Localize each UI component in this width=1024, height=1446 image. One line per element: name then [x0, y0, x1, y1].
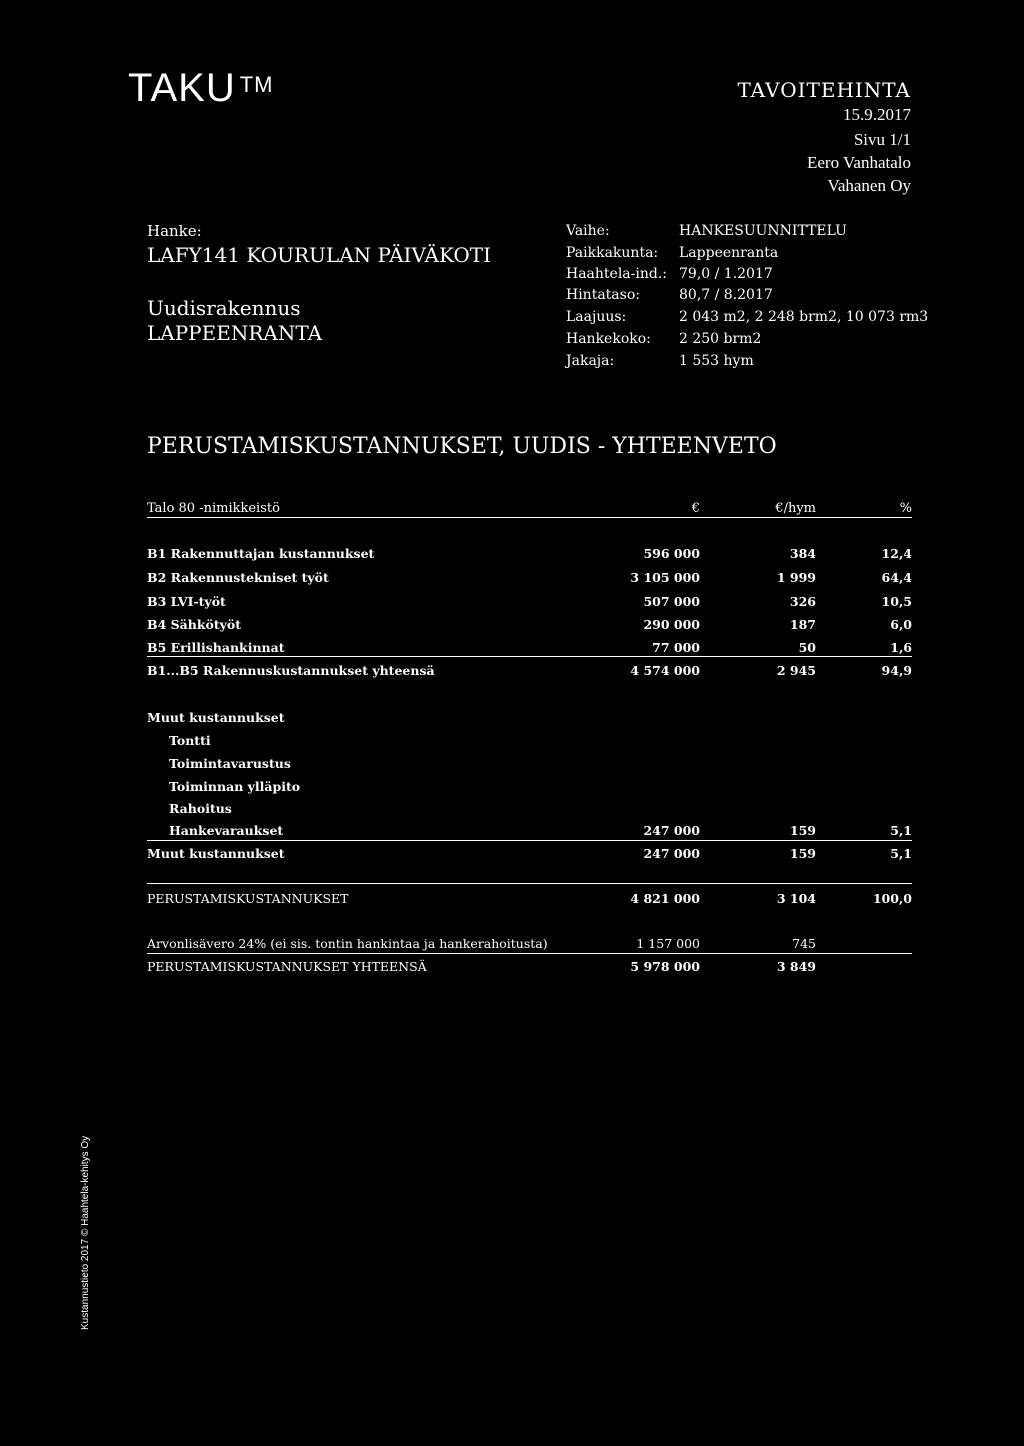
- project-name: LAFY141 KOURULAN PÄIVÄKOTI: [147, 243, 492, 267]
- other-total-row: [147, 846, 912, 864]
- header-rule: [147, 517, 912, 518]
- row-eur: 4 821 000: [630, 891, 700, 906]
- row-eur: 247 000: [643, 823, 700, 838]
- detail-value-extent: 2 043 m2, 2 248 brm2, 10 073 rm3: [679, 309, 929, 325]
- row-hym: 745: [792, 936, 816, 951]
- other-item: [169, 756, 912, 774]
- subtotal-rule: [147, 656, 912, 657]
- detail-key-project-size: Hankekoko:: [566, 331, 651, 347]
- vertical-footer: Kustannustieto 2017 © Haahtela-kehitys Oy: [80, 1135, 91, 1330]
- detail-key-price-level: Hintataso:: [566, 287, 640, 303]
- author-name: Eero Vanhatalo: [806, 153, 911, 172]
- row-label: B1 Rakennuttajan kustannukset: [147, 546, 375, 561]
- other-rule: [147, 840, 912, 841]
- row-eur: 1 157 000: [636, 936, 700, 951]
- row-label: B5 Erillishankinnat: [147, 640, 285, 655]
- document-date: 15.9.2017: [843, 105, 911, 124]
- other-item-label: Toiminnan ylläpito: [169, 779, 301, 794]
- row-hym: 326: [789, 594, 816, 609]
- logo-text: TAKU: [128, 66, 236, 110]
- row-hym: 159: [789, 823, 816, 838]
- other-item-label: Toimintavarustus: [169, 756, 291, 771]
- subtotal-row: [147, 663, 912, 681]
- row-label: Hankevaraukset: [169, 823, 284, 838]
- project-type: Uudisrakennus: [147, 296, 301, 320]
- table-row: [147, 594, 912, 612]
- section-title: PERUSTAMISKUSTANNUKSET, UUDIS - YHTEENVETO: [147, 434, 777, 459]
- row-hym: 1 999: [776, 570, 816, 585]
- row-label: PERUSTAMISKUSTANNUKSET YHTEENSÄ: [147, 959, 427, 974]
- row-eur: 247 000: [643, 846, 700, 861]
- row-eur: 77 000: [652, 640, 700, 655]
- row-eur: 290 000: [643, 617, 700, 632]
- vat-rule: [147, 953, 912, 954]
- row-eur: 4 574 000: [630, 663, 700, 678]
- logo: [128, 66, 273, 111]
- detail-key-phase: Vaihe:: [566, 223, 610, 239]
- row-label: B2 Rakennustekniset työt: [147, 570, 329, 585]
- table-row: [147, 570, 912, 588]
- row-label: Muut kustannukset: [147, 846, 285, 861]
- row-hym: 2 945: [776, 663, 816, 678]
- other-item: [169, 801, 912, 819]
- other-title: Muut kustannukset: [147, 710, 285, 725]
- founding-rule: [147, 883, 912, 884]
- row-pct: 100,0: [872, 891, 912, 906]
- detail-value-location: Lappeenranta: [679, 245, 779, 261]
- row-pct: 12,4: [881, 546, 912, 561]
- detail-value-price-level: 80,7 / 8.2017: [679, 287, 773, 303]
- vat-row: [147, 936, 912, 954]
- table-row: [147, 546, 912, 564]
- founding-total-row: [147, 891, 912, 909]
- row-hym: 187: [789, 617, 816, 632]
- other-item-label: Rahoitus: [169, 801, 232, 816]
- page-number: Sivu 1/1: [853, 130, 911, 149]
- header-eur-hym: €/hym: [775, 501, 816, 516]
- detail-value-phase: HANKESUUNNITTELU: [679, 223, 847, 239]
- other-item: [169, 779, 912, 797]
- detail-key-index: Haahtela-ind.:: [566, 266, 668, 282]
- other-item: [169, 733, 912, 751]
- grand-total-row: [147, 959, 912, 977]
- other-costs-heading: [147, 710, 912, 728]
- row-label: B4 Sähkötyöt: [147, 617, 241, 632]
- row-pct: 6,0: [890, 617, 912, 632]
- reserve-row: [147, 823, 912, 841]
- row-label: B1...B5 Rakennuskustannukset yhteensä: [147, 663, 435, 678]
- header-label: Talo 80 -nimikkeistö: [147, 501, 280, 516]
- detail-key-extent: Laajuus:: [566, 309, 627, 325]
- header-eur: €: [691, 501, 700, 516]
- row-hym: 3 104: [776, 891, 816, 906]
- row-label: Arvonlisävero 24% (ei sis. tontin hankintaa ja hankerahoitusta): [147, 936, 548, 951]
- row-hym: 3 849: [776, 959, 816, 974]
- detail-key-divider: Jakaja:: [566, 353, 615, 369]
- row-eur: 5 978 000: [630, 959, 700, 974]
- table-row: [147, 617, 912, 635]
- row-hym: 159: [789, 846, 816, 861]
- header-pct: %: [899, 501, 912, 516]
- row-pct: 5,1: [890, 846, 912, 861]
- row-pct: 94,9: [881, 663, 912, 678]
- row-label: PERUSTAMISKUSTANNUKSET: [147, 891, 349, 906]
- row-eur: 507 000: [643, 594, 700, 609]
- other-item-label: Tontti: [169, 733, 211, 748]
- detail-value-index: 79,0 / 1.2017: [679, 266, 773, 282]
- detail-value-project-size: 2 250 brm2: [679, 331, 762, 347]
- detail-value-divider: 1 553 hym: [679, 353, 754, 369]
- logo-trademark: TM: [239, 72, 274, 97]
- row-pct: 10,5: [881, 594, 912, 609]
- project-city: LAPPEENRANTA: [147, 321, 323, 345]
- company-name: Vahanen Oy: [827, 176, 911, 195]
- detail-key-location: Paikkakunta:: [566, 245, 659, 261]
- project-label: Hanke:: [147, 222, 202, 240]
- row-label: B3 LVI-työt: [147, 594, 226, 609]
- row-pct: 5,1: [890, 823, 912, 838]
- row-pct: 1,6: [890, 640, 912, 655]
- row-eur: 596 000: [643, 546, 700, 561]
- row-pct: 64,4: [881, 570, 912, 585]
- row-eur: 3 105 000: [630, 570, 700, 585]
- document-type: TAVOITEHINTA: [737, 78, 911, 102]
- row-hym: 384: [789, 546, 816, 561]
- row-hym: 50: [798, 640, 816, 655]
